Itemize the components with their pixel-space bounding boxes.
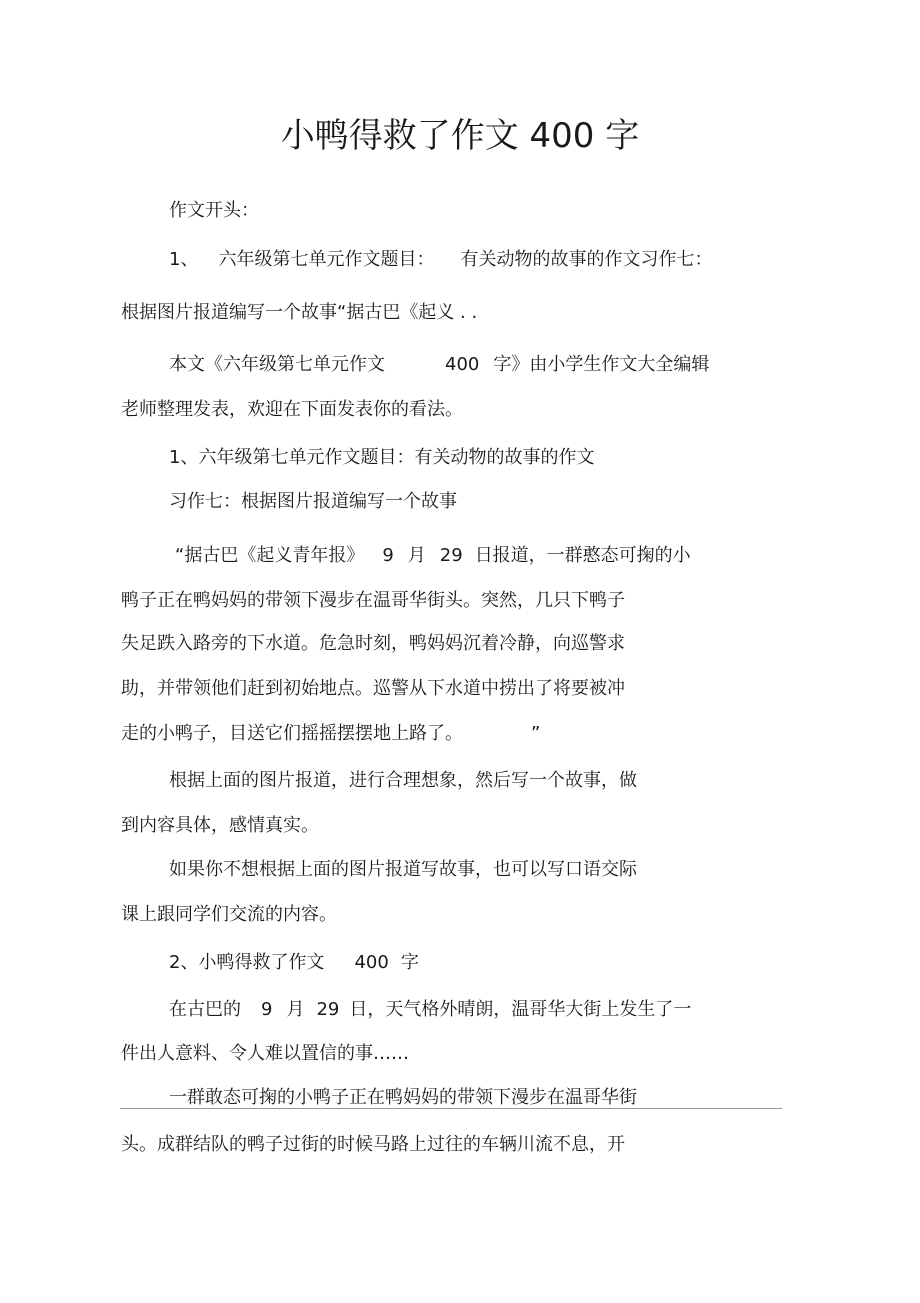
requirement-1-continuation: 到内容具体，感情真实。 [121, 815, 319, 836]
essay-month: 9 [261, 999, 273, 1020]
section1-title: 1、六年级第七单元作文题目：有关动物的故事的作文 [169, 447, 595, 468]
story-month-unit: 月 [407, 545, 426, 566]
item1-number: 1、 [169, 249, 199, 270]
essay-line-1 [169, 998, 691, 1022]
section2-title [169, 951, 419, 975]
story-day: 29 [439, 545, 463, 566]
story-line-3: 失足跌入路旁的下水道。危急时刻，鸭妈妈沉着冷静，向巡警求 [121, 633, 625, 654]
story-close-quote: ” [531, 723, 541, 744]
story-quote-start: “据古巴《起义青年报》 [175, 545, 365, 566]
story-line-4: 助，并带领他们赶到初始地点。巡警从下水道中捞出了将要被冲 [121, 678, 625, 699]
source-continuation: 老师整理发表，欢迎在下面发表你的看法。 [121, 399, 463, 420]
requirement-2-continuation: 课上跟同学们交流的内容。 [121, 904, 337, 925]
source-number: 400 [445, 354, 480, 375]
essay-part-b: 日，天气格外晴朗，温哥华大街上发生了一 [349, 999, 692, 1020]
source-line [169, 353, 709, 377]
story-line-1-end: 日报道，一群憨态可掬的小 [474, 545, 691, 566]
essay-paragraph-2-continuation: 头。成群结队的鸭子过街的时候马路上过往的车辆川流不息，开 [121, 1134, 625, 1155]
requirement-2: 如果你不想根据上面的图片报道写故事，也可以写口语交际 [169, 859, 637, 880]
source-part-a: 本文《六年级第七单元作文 [169, 354, 385, 375]
section2-title-a: 2、小鸭得救了作文 [169, 952, 325, 973]
essay-paragraph-2: 一群敢态可掬的小鸭子正在鸭妈妈的带领下漫步在温哥华街 [169, 1087, 637, 1108]
story-line-2: 鸭子正在鸭妈妈的带领下漫步在温哥华街头。突然，几只下鸭子 [121, 590, 625, 611]
item1-part-b: 有关动物的故事的作文习作七： [460, 249, 713, 270]
story-line-5 [121, 722, 540, 746]
story-month: 9 [382, 545, 394, 566]
page-title: 小鸭得救了作文 400 字 [280, 116, 640, 156]
source-part-b: 字》由小学生作文大全编辑 [493, 354, 710, 375]
item1-continuation: 根据图片报道编写一个故事“据古巴《起义 . . [121, 302, 478, 323]
requirement-1: 根据上面的图片报道，进行合理想象，然后写一个故事，做 [169, 770, 637, 791]
essay-month-unit: 月 [286, 999, 305, 1020]
section2-title-b: 字 [400, 952, 419, 973]
item1-part-a: 六年级第七单元作文题目： [218, 249, 435, 270]
essay-part-a: 在古巴的 [169, 999, 241, 1020]
essay-day: 29 [316, 999, 340, 1020]
intro-label: 作文开头： [169, 200, 259, 221]
item1-line [169, 248, 712, 272]
section1-title-continuation: 习作七：根据图片报道编写一个故事 [169, 491, 457, 512]
story-line-5-text: 走的小鸭子，目送它们摇摇摆摆地上路了。 [121, 723, 463, 744]
essay-line-1-continuation: 件出人意料、令人难以置信的事…… [121, 1043, 409, 1064]
page-divider [120, 1108, 782, 1109]
section2-number: 400 [354, 952, 389, 973]
story-line-1 [175, 544, 691, 568]
